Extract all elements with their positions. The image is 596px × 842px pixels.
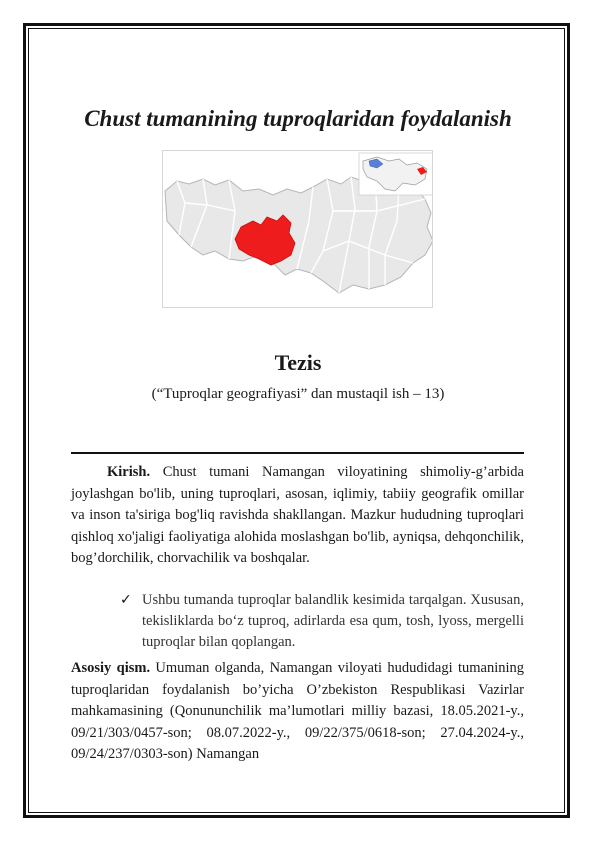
bullet-text: Ushbu tumanda tuproqlar balandlik kesimida tarqalgan. Xususan, tekisliklarda bo‘z tuproq, adirlarda esa qum, tosh, lyoss, mergelli tuproqlar bilan qoplangan.	[142, 592, 524, 650]
main-lead: Asosiy qism.	[71, 660, 151, 676]
district-map-svg	[163, 151, 433, 308]
main-text: Umuman olganda, Namangan viloyati hududidagi tumanining tuproqlaridan foydalanish bo’yicha O’zbekiston Respublikasi Vazirlar mahkamasining (Qonununchilik ma’lumotlari milliy bazasi, 18.05.2021-y., 09/21/303/0457-son; 08.07.2022-y., 09/22/375/0618-son; 27.04.2024-y., 09/24/237/0303-son) Namangan	[71, 660, 525, 762]
divider-line	[71, 452, 524, 454]
district-map	[162, 150, 433, 308]
intro-lead: Kirish.	[107, 464, 151, 480]
document-note: (“Tuproqlar geografiyasi” dan mustaqil ish – 13)	[151, 386, 445, 402]
document-title: Chust tumanining tuproqlaridan foydalanish	[84, 106, 512, 131]
main-paragraph	[71, 658, 524, 766]
inset-country-map	[359, 153, 433, 195]
section-heading: Tezis	[274, 350, 322, 375]
bullet-item	[120, 590, 524, 653]
intro-paragraph	[71, 462, 524, 570]
intro-text: Chust tumani Namangan viloyatining shimoliy-g’arbida joylashgan bo'lib, uning tuproqlari, asosan, iqlimiy, tabiiy geografik omillar va inson ta'siriga bog'liq ravishda shakllangan. Mazkur hududning tuproqlari qishloq xo'jaligi faoliyatiga alohida moslashgan bo'lib, ayniqsa, dehqonchilik, bog’dorchilik, chorvachilik va boshqalar.	[71, 464, 524, 566]
checkmark-icon: ✓	[120, 592, 132, 608]
